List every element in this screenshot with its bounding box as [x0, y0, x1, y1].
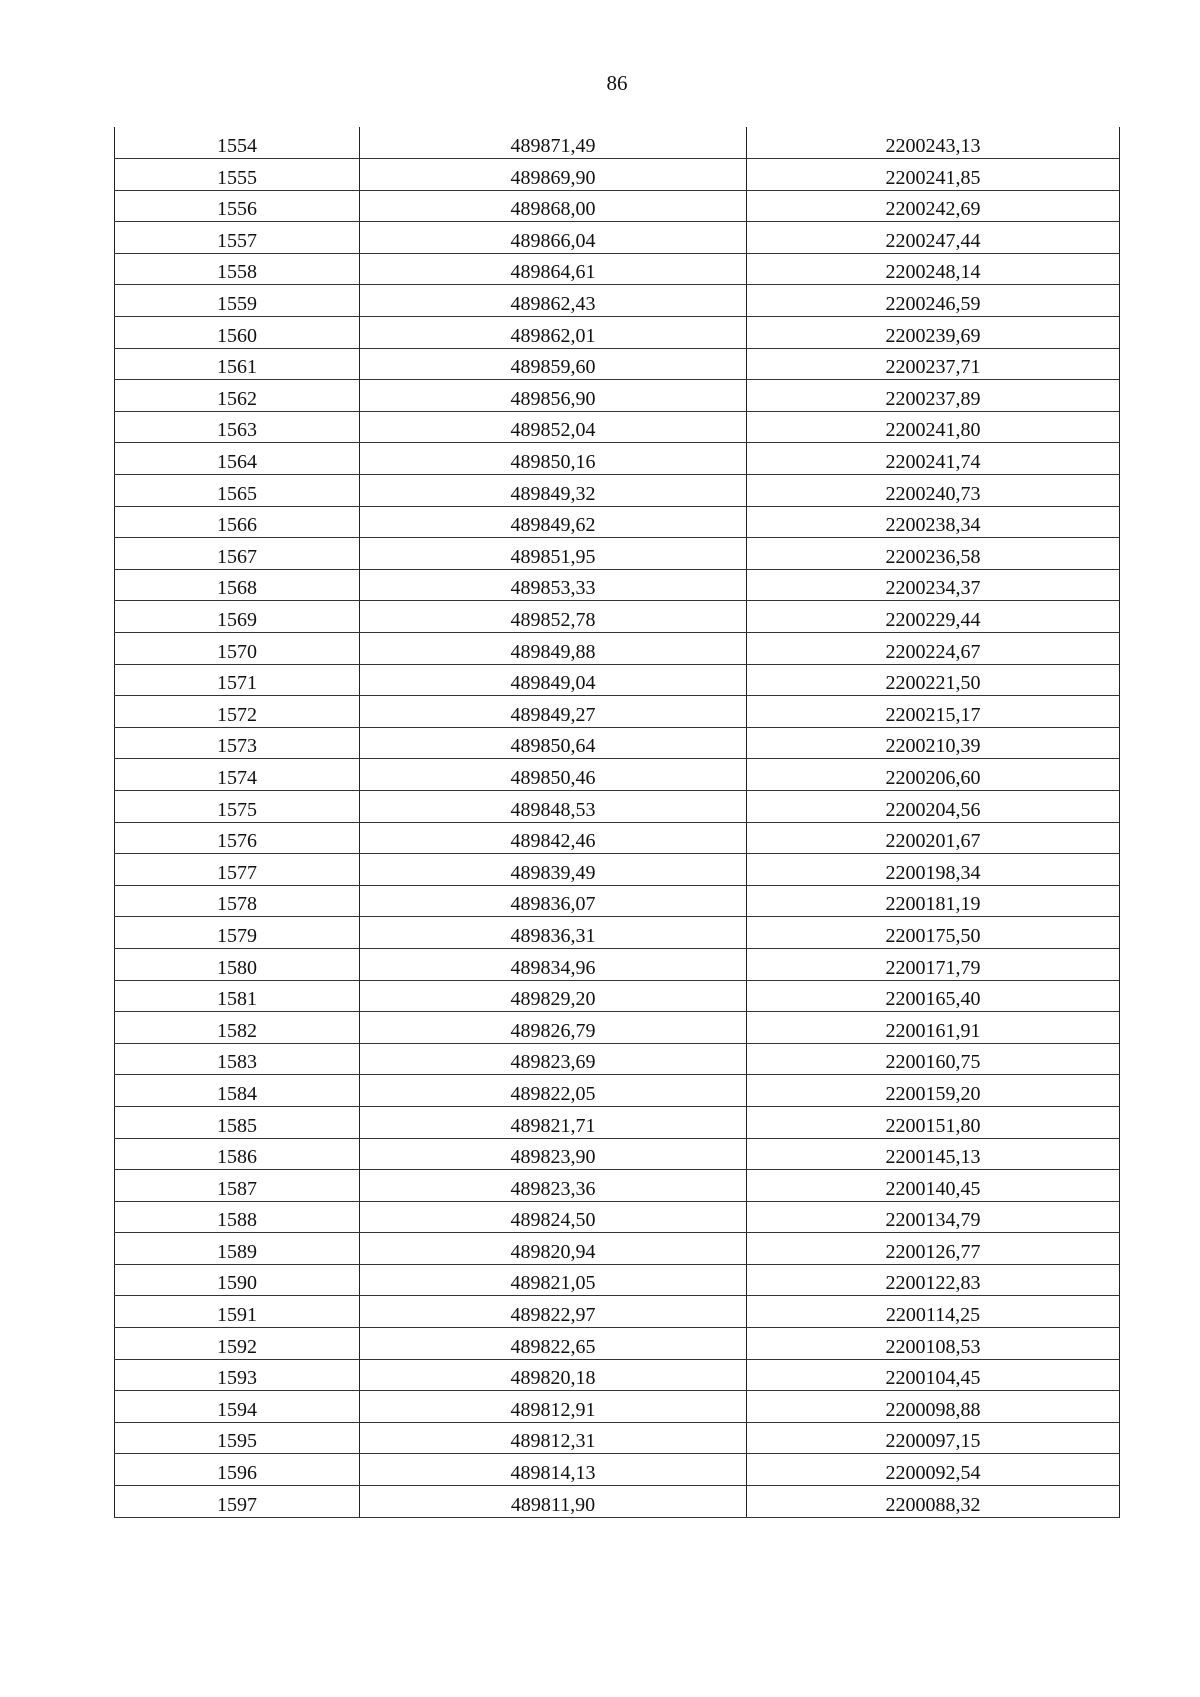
table-row [115, 1106, 1120, 1138]
y-coordinate-cell: 2200104,45 [747, 1359, 1120, 1391]
point-number-cell: 1596 [115, 1454, 360, 1486]
table-row [115, 475, 1120, 507]
point-number-cell: 1594 [115, 1391, 360, 1423]
point-number-cell: 1571 [115, 664, 360, 696]
y-coordinate-cell: 2200221,50 [747, 664, 1120, 696]
table-row [115, 380, 1120, 412]
x-coordinate-cell: 489866,04 [360, 222, 747, 254]
x-coordinate-cell: 489823,69 [360, 1043, 747, 1075]
table-row [115, 1075, 1120, 1107]
point-number-cell: 1566 [115, 506, 360, 538]
table-row [115, 885, 1120, 917]
x-coordinate-cell: 489822,97 [360, 1296, 747, 1328]
coordinates-table [114, 127, 1120, 1518]
x-coordinate-cell: 489852,04 [360, 411, 747, 443]
y-coordinate-cell: 2200088,32 [747, 1486, 1120, 1518]
point-number-cell: 1554 [115, 127, 360, 159]
table-row [115, 759, 1120, 791]
x-coordinate-cell: 489871,49 [360, 127, 747, 159]
table-row [115, 601, 1120, 633]
y-coordinate-cell: 2200145,13 [747, 1138, 1120, 1170]
x-coordinate-cell: 489862,01 [360, 317, 747, 349]
x-coordinate-cell: 489852,78 [360, 601, 747, 633]
x-coordinate-cell: 489822,05 [360, 1075, 747, 1107]
table-row [115, 1012, 1120, 1044]
y-coordinate-cell: 2200206,60 [747, 759, 1120, 791]
point-number-cell: 1570 [115, 633, 360, 665]
point-number-cell: 1562 [115, 380, 360, 412]
x-coordinate-cell: 489849,04 [360, 664, 747, 696]
table-row [115, 190, 1120, 222]
point-number-cell: 1584 [115, 1075, 360, 1107]
y-coordinate-cell: 2200248,14 [747, 253, 1120, 285]
y-coordinate-cell: 2200151,80 [747, 1106, 1120, 1138]
x-coordinate-cell: 489820,18 [360, 1359, 747, 1391]
point-number-cell: 1556 [115, 190, 360, 222]
y-coordinate-cell: 2200246,59 [747, 285, 1120, 317]
table-row [115, 348, 1120, 380]
table-row [115, 1138, 1120, 1170]
point-number-cell: 1577 [115, 854, 360, 886]
table-row [115, 317, 1120, 349]
x-coordinate-cell: 489812,91 [360, 1391, 747, 1423]
x-coordinate-cell: 489869,90 [360, 159, 747, 191]
y-coordinate-cell: 2200161,91 [747, 1012, 1120, 1044]
table-row [115, 285, 1120, 317]
x-coordinate-cell: 489824,50 [360, 1201, 747, 1233]
point-number-cell: 1588 [115, 1201, 360, 1233]
table-row [115, 664, 1120, 696]
y-coordinate-cell: 2200201,67 [747, 822, 1120, 854]
point-number-cell: 1586 [115, 1138, 360, 1170]
point-number-cell: 1561 [115, 348, 360, 380]
table-row [115, 443, 1120, 475]
table-row [115, 1296, 1120, 1328]
table-row [115, 538, 1120, 570]
y-coordinate-cell: 2200237,71 [747, 348, 1120, 380]
x-coordinate-cell: 489849,88 [360, 633, 747, 665]
table-row [115, 159, 1120, 191]
x-coordinate-cell: 489839,49 [360, 854, 747, 886]
x-coordinate-cell: 489821,05 [360, 1264, 747, 1296]
point-number-cell: 1559 [115, 285, 360, 317]
point-number-cell: 1567 [115, 538, 360, 570]
x-coordinate-cell: 489864,61 [360, 253, 747, 285]
y-coordinate-cell: 2200098,88 [747, 1391, 1120, 1423]
x-coordinate-cell: 489823,36 [360, 1170, 747, 1202]
point-number-cell: 1557 [115, 222, 360, 254]
point-number-cell: 1574 [115, 759, 360, 791]
x-coordinate-cell: 489823,90 [360, 1138, 747, 1170]
y-coordinate-cell: 2200224,67 [747, 633, 1120, 665]
table-row [115, 1264, 1120, 1296]
table-row [115, 696, 1120, 728]
point-number-cell: 1572 [115, 696, 360, 728]
x-coordinate-cell: 489850,64 [360, 727, 747, 759]
x-coordinate-cell: 489834,96 [360, 948, 747, 980]
y-coordinate-cell: 2200165,40 [747, 980, 1120, 1012]
y-coordinate-cell: 2200241,80 [747, 411, 1120, 443]
table-row [115, 822, 1120, 854]
y-coordinate-cell: 2200229,44 [747, 601, 1120, 633]
x-coordinate-cell: 489822,65 [360, 1328, 747, 1360]
x-coordinate-cell: 489821,71 [360, 1106, 747, 1138]
point-number-cell: 1580 [115, 948, 360, 980]
y-coordinate-cell: 2200198,34 [747, 854, 1120, 886]
y-coordinate-cell: 2200134,79 [747, 1201, 1120, 1233]
point-number-cell: 1582 [115, 1012, 360, 1044]
y-coordinate-cell: 2200238,34 [747, 506, 1120, 538]
point-number-cell: 1575 [115, 790, 360, 822]
table-row [115, 411, 1120, 443]
y-coordinate-cell: 2200210,39 [747, 727, 1120, 759]
y-coordinate-cell: 2200114,25 [747, 1296, 1120, 1328]
point-number-cell: 1595 [115, 1422, 360, 1454]
point-number-cell: 1592 [115, 1328, 360, 1360]
point-number-cell: 1591 [115, 1296, 360, 1328]
y-coordinate-cell: 2200122,83 [747, 1264, 1120, 1296]
y-coordinate-cell: 2200240,73 [747, 475, 1120, 507]
table-row [115, 127, 1120, 159]
point-number-cell: 1560 [115, 317, 360, 349]
x-coordinate-cell: 489836,07 [360, 885, 747, 917]
y-coordinate-cell: 2200236,58 [747, 538, 1120, 570]
coordinates-table-body [115, 127, 1120, 1517]
y-coordinate-cell: 2200097,15 [747, 1422, 1120, 1454]
point-number-cell: 1576 [115, 822, 360, 854]
point-number-cell: 1565 [115, 475, 360, 507]
x-coordinate-cell: 489862,43 [360, 285, 747, 317]
point-number-cell: 1585 [115, 1106, 360, 1138]
table-row [115, 1359, 1120, 1391]
table-row [115, 727, 1120, 759]
y-coordinate-cell: 2200242,69 [747, 190, 1120, 222]
x-coordinate-cell: 489850,16 [360, 443, 747, 475]
table-row [115, 917, 1120, 949]
x-coordinate-cell: 489853,33 [360, 569, 747, 601]
table-row [115, 1486, 1120, 1518]
table-row [115, 854, 1120, 886]
table-row [115, 253, 1120, 285]
point-number-cell: 1590 [115, 1264, 360, 1296]
point-number-cell: 1568 [115, 569, 360, 601]
table-row [115, 1328, 1120, 1360]
x-coordinate-cell: 489836,31 [360, 917, 747, 949]
table-row [115, 948, 1120, 980]
x-coordinate-cell: 489851,95 [360, 538, 747, 570]
table-row [115, 1170, 1120, 1202]
table-row [115, 1201, 1120, 1233]
point-number-cell: 1569 [115, 601, 360, 633]
page-number: 86 [606, 71, 628, 95]
table-row [115, 506, 1120, 538]
x-coordinate-cell: 489820,94 [360, 1233, 747, 1265]
x-coordinate-cell: 489849,32 [360, 475, 747, 507]
x-coordinate-cell: 489811,90 [360, 1486, 747, 1518]
table-row [115, 1454, 1120, 1486]
x-coordinate-cell: 489826,79 [360, 1012, 747, 1044]
y-coordinate-cell: 2200215,17 [747, 696, 1120, 728]
point-number-cell: 1583 [115, 1043, 360, 1075]
y-coordinate-cell: 2200241,85 [747, 159, 1120, 191]
x-coordinate-cell: 489868,00 [360, 190, 747, 222]
table-row [115, 1233, 1120, 1265]
point-number-cell: 1597 [115, 1486, 360, 1518]
x-coordinate-cell: 489842,46 [360, 822, 747, 854]
y-coordinate-cell: 2200234,37 [747, 569, 1120, 601]
x-coordinate-cell: 489849,27 [360, 696, 747, 728]
table-row [115, 1391, 1120, 1423]
y-coordinate-cell: 2200181,19 [747, 885, 1120, 917]
y-coordinate-cell: 2200204,56 [747, 790, 1120, 822]
y-coordinate-cell: 2200092,54 [747, 1454, 1120, 1486]
table-row [115, 790, 1120, 822]
table-row [115, 980, 1120, 1012]
x-coordinate-cell: 489859,60 [360, 348, 747, 380]
point-number-cell: 1563 [115, 411, 360, 443]
y-coordinate-cell: 2200108,53 [747, 1328, 1120, 1360]
x-coordinate-cell: 489829,20 [360, 980, 747, 1012]
point-number-cell: 1578 [115, 885, 360, 917]
table-row [115, 633, 1120, 665]
x-coordinate-cell: 489856,90 [360, 380, 747, 412]
y-coordinate-cell: 2200247,44 [747, 222, 1120, 254]
x-coordinate-cell: 489850,46 [360, 759, 747, 791]
y-coordinate-cell: 2200159,20 [747, 1075, 1120, 1107]
table-row [115, 222, 1120, 254]
point-number-cell: 1579 [115, 917, 360, 949]
point-number-cell: 1587 [115, 1170, 360, 1202]
y-coordinate-cell: 2200160,75 [747, 1043, 1120, 1075]
y-coordinate-cell: 2200140,45 [747, 1170, 1120, 1202]
y-coordinate-cell: 2200241,74 [747, 443, 1120, 475]
y-coordinate-cell: 2200175,50 [747, 917, 1120, 949]
y-coordinate-cell: 2200243,13 [747, 127, 1120, 159]
x-coordinate-cell: 489812,31 [360, 1422, 747, 1454]
point-number-cell: 1555 [115, 159, 360, 191]
x-coordinate-cell: 489814,13 [360, 1454, 747, 1486]
y-coordinate-cell: 2200237,89 [747, 380, 1120, 412]
x-coordinate-cell: 489848,53 [360, 790, 747, 822]
point-number-cell: 1558 [115, 253, 360, 285]
point-number-cell: 1564 [115, 443, 360, 475]
table-row [115, 1043, 1120, 1075]
y-coordinate-cell: 2200239,69 [747, 317, 1120, 349]
point-number-cell: 1581 [115, 980, 360, 1012]
x-coordinate-cell: 489849,62 [360, 506, 747, 538]
table-row [115, 1422, 1120, 1454]
y-coordinate-cell: 2200171,79 [747, 948, 1120, 980]
table-row [115, 569, 1120, 601]
y-coordinate-cell: 2200126,77 [747, 1233, 1120, 1265]
point-number-cell: 1589 [115, 1233, 360, 1265]
point-number-cell: 1593 [115, 1359, 360, 1391]
point-number-cell: 1573 [115, 727, 360, 759]
